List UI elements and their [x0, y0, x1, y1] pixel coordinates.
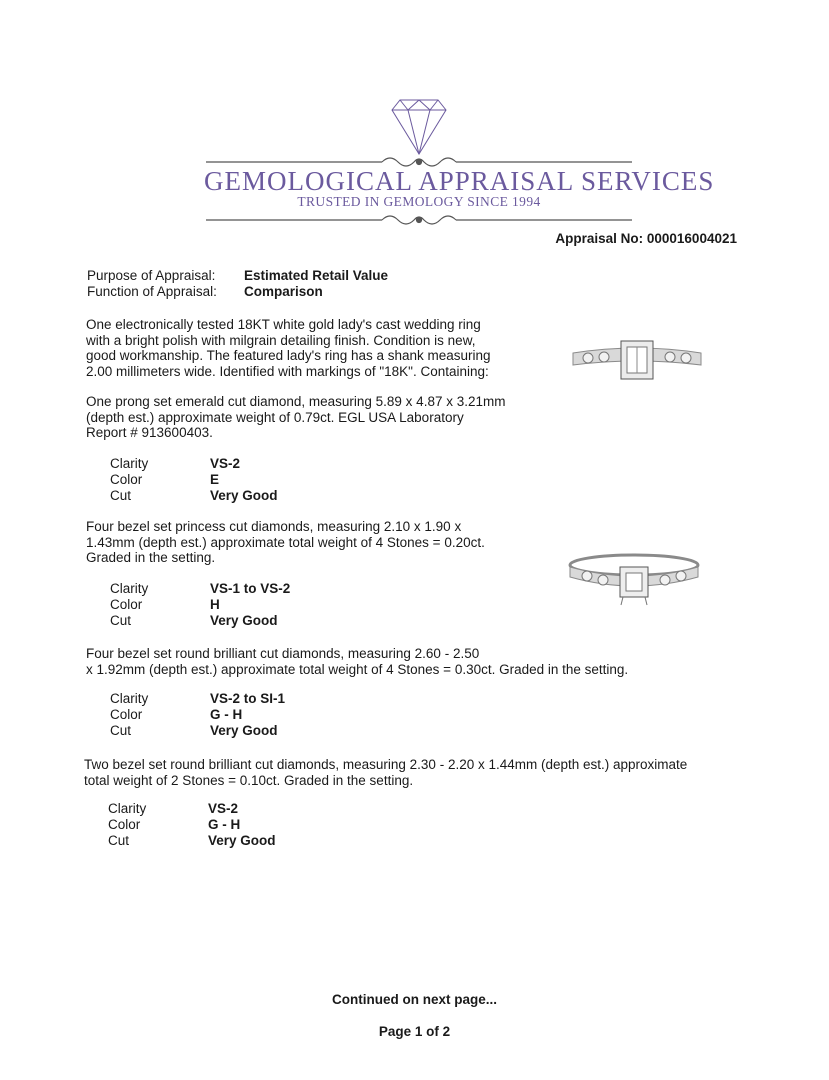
color-label: Color [110, 472, 143, 487]
purpose-label: Purpose of Appraisal: [87, 268, 216, 283]
color-value: G - H [210, 707, 243, 722]
cut-label: Cut [110, 613, 132, 628]
clarity-value: VS-1 to VS-2 [210, 581, 291, 596]
cut-value: Very Good [210, 723, 278, 738]
color-value: H [210, 597, 220, 612]
color-value: E [210, 472, 220, 487]
company-name: GEMOLOGICAL APPRAISAL SERVICES [204, 166, 715, 196]
company-tagline: TRUSTED IN GEMOLOGY SINCE 1994 [297, 194, 541, 209]
ring-description: One electronically tested 18KT white gold lady's cast wedding ring with a bright polish with milgrain detailing finish. Condition is new, good workmanship. The featured lady's ring has a shank measuring 2.00 millimeters wide. Identified with markings of "18K". Containing: [86, 317, 491, 380]
ring-photo-angle-view [565, 545, 703, 607]
stone-grades [108, 801, 276, 849]
color-label: Color [108, 817, 141, 832]
clarity-label: Clarity [110, 456, 149, 471]
cut-value: Very Good [210, 613, 278, 628]
color-value: G - H [208, 817, 241, 832]
appraisal-number: Appraisal No: 000016004021 [555, 231, 737, 246]
stone-grades [110, 581, 290, 629]
stone-grades [110, 456, 278, 504]
continued-note: Continued on next page... [332, 992, 497, 1007]
stone-description: One prong set emerald cut diamond, measuring 5.89 x 4.87 x 3.21mm (depth est.) approximate weight of 0.79ct. EGL USA Laboratory Report # 913600403. [86, 394, 506, 441]
stone-description: Four bezel set princess cut diamonds, measuring 2.10 x 1.90 x 1.43mm (depth est.) approximate total weight of 4 Stones = 0.20ct. Graded in the setting. [86, 519, 485, 566]
color-label: Color [110, 707, 143, 722]
page-number: Page 1 of 2 [378, 1024, 451, 1039]
diamond-logo-icon [204, 96, 715, 231]
stone-grades [110, 691, 285, 739]
clarity-label: Clarity [110, 691, 149, 706]
cut-label: Cut [110, 723, 132, 738]
purpose-value: Estimated Retail Value [244, 268, 389, 283]
cut-value: Very Good [210, 488, 278, 503]
color-label: Color [110, 597, 143, 612]
stone-description: Two bezel set round brilliant cut diamonds, measuring 2.30 - 2.20 x 1.44mm (depth est.) approximate total weight of 2 Stones = 0.10ct. Graded in the setting. [84, 757, 688, 788]
ring-photo-top-view [570, 335, 704, 385]
cut-label: Cut [110, 488, 132, 503]
clarity-value: VS-2 [208, 801, 239, 816]
clarity-value: VS-2 to SI-1 [210, 691, 286, 706]
cut-label: Cut [108, 833, 130, 848]
clarity-label: Clarity [110, 581, 149, 596]
cut-value: Very Good [208, 833, 276, 848]
function-value: Comparison [244, 284, 323, 299]
stone-description: Four bezel set round brilliant cut diamonds, measuring 2.60 - 2.50 x 1.92mm (depth est.) approximate total weight of 4 Stones = 0.30ct. Graded in the setting. [86, 646, 629, 677]
clarity-value: VS-2 [210, 456, 241, 471]
clarity-label: Clarity [108, 801, 147, 816]
function-label: Function of Appraisal: [87, 284, 217, 299]
